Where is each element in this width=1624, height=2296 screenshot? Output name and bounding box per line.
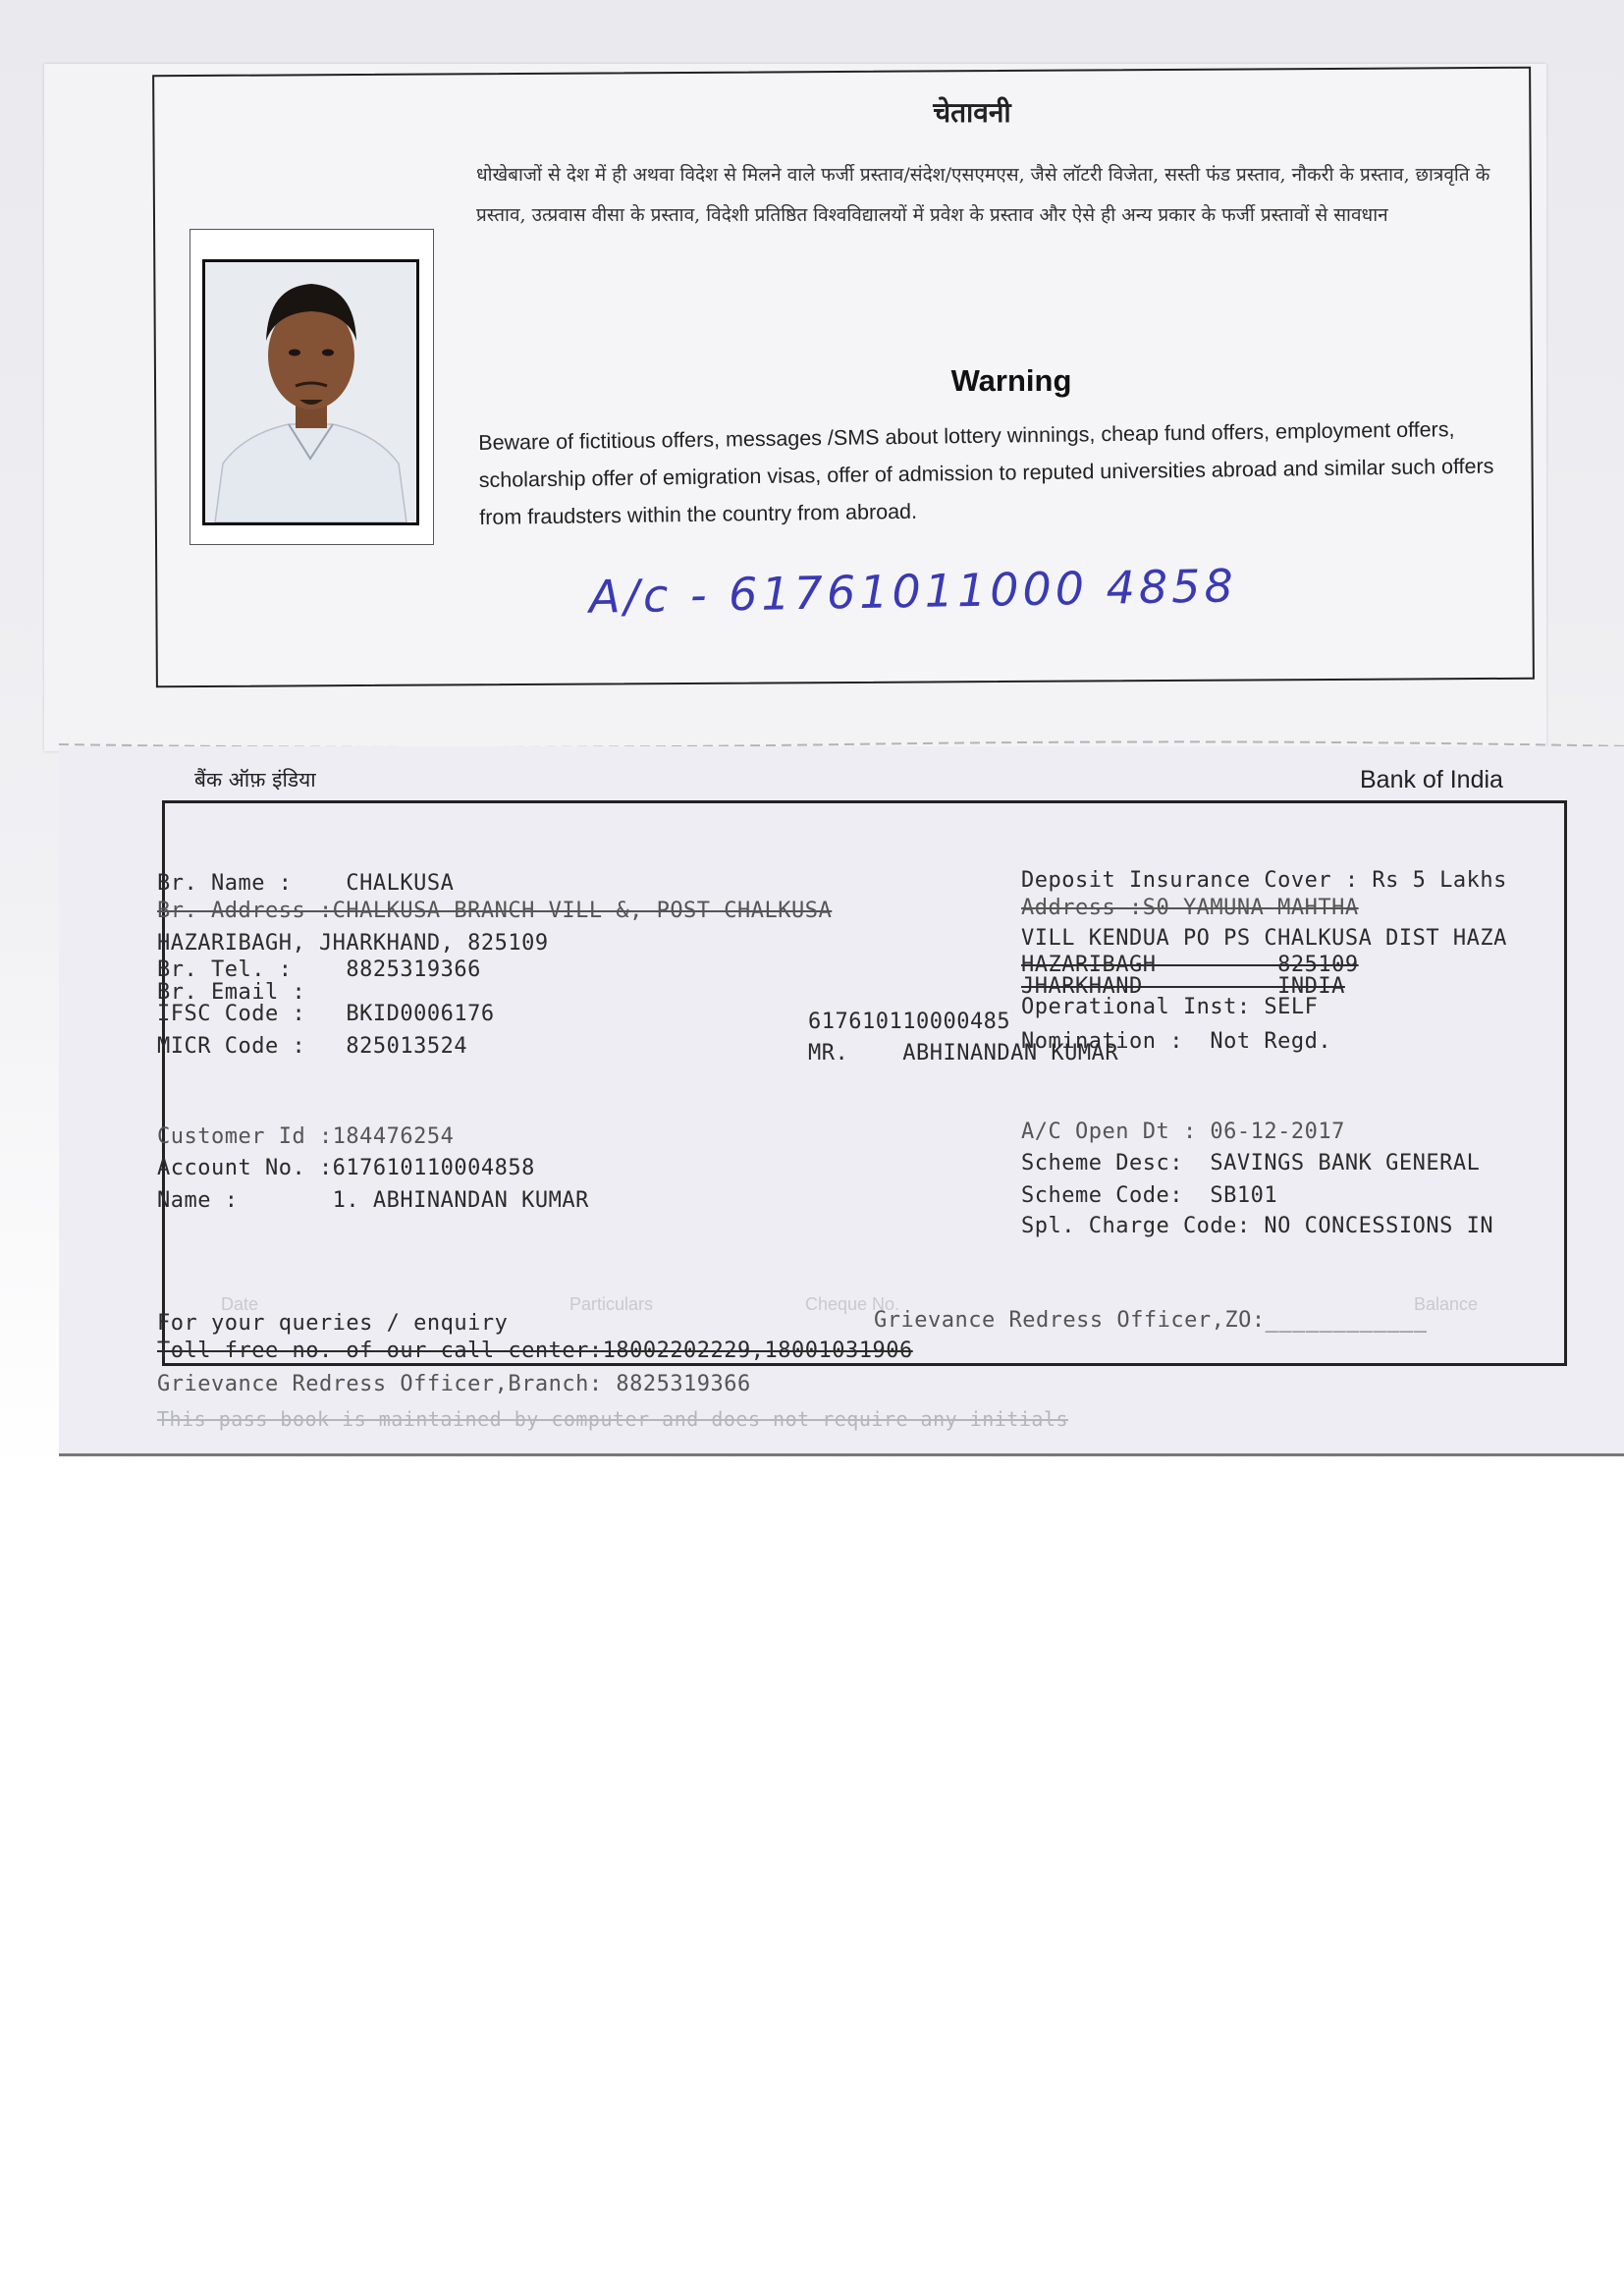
- customer-district-line: HAZARIBAGH 825109: [1021, 953, 1359, 977]
- special-charge-code-line: Spl. Charge Code: NO CONCESSIONS IN: [1021, 1214, 1494, 1238]
- branch-email-line: Br. Email :: [157, 980, 306, 1005]
- faint-footer-line: This pass book is maintained by computer and does not require any initials: [157, 1407, 1069, 1431]
- hindi-warning-title: चेतावनी: [933, 96, 1011, 129]
- handwritten-account-number: A/c - 61761011000 4858: [588, 559, 1238, 624]
- ghost-header-balance: Balance: [1414, 1294, 1479, 1314]
- operational-inst-line: Operational Inst: SELF: [1021, 995, 1319, 1019]
- customer-state-line: JHARKHAND INDIA: [1021, 974, 1345, 999]
- queries-label: For your queries / enquiry: [157, 1311, 509, 1336]
- ghost-header-particulars: Particulars: [569, 1294, 654, 1314]
- passport-photo-frame: [189, 229, 434, 545]
- account-open-date-line: A/C Open Dt : 06-12-2017: [1021, 1120, 1345, 1144]
- printed-account-number: 617610110000485: [808, 1010, 1011, 1034]
- warning-text: Beware of fictitious offers, messages /SMS about lottery winnings, cheap fund offers, employment offers, scholarship offer of emigration visas, offer of admission to reputed universities abroad and similar such offers from fraudsters within the country from abroad.: [478, 417, 1494, 529]
- bank-name-english: Bank of India: [1360, 766, 1503, 793]
- account-number-line: Account No. :617610110004858: [157, 1156, 535, 1180]
- holder-name-line: Name : 1. ABHINANDAN KUMAR: [157, 1188, 589, 1213]
- customer-address-line: Address :S0 YAMUNA MAHTHA: [1021, 896, 1359, 920]
- ghost-header-cheque: Cheque No.: [805, 1294, 900, 1314]
- grievance-branch-line: Grievance Redress Officer,Branch: 8825319366: [157, 1372, 751, 1396]
- account-holder-name: MR. ABHINANDAN KUMAR: [808, 1041, 1119, 1066]
- customer-id-line: Customer Id :184476254: [157, 1124, 455, 1149]
- person-photo-icon: [205, 262, 416, 522]
- nomination-line: Nomination : Not Regd.: [1021, 1029, 1332, 1054]
- warning-title: Warning: [950, 363, 1072, 398]
- scheme-code-line: Scheme Code: SB101: [1021, 1183, 1278, 1208]
- branch-city-line: HAZARIBAGH, JHARKHAND, 825109: [157, 931, 549, 956]
- toll-free-line: Toll free no. of our call center:18002202229,18001031906: [157, 1339, 913, 1363]
- ghost-header-date: Date: [221, 1294, 259, 1314]
- bank-name-hindi: बैंक ऑफ़ इंडिया: [194, 768, 316, 792]
- branch-phone-line: Br. Tel. : 8825319366: [157, 957, 481, 982]
- branch-address-line: Br. Address :CHALKUSA BRANCH VILL &, POST CHALKUSA: [157, 899, 833, 923]
- passport-photo: [202, 259, 419, 525]
- deposit-insurance-line: Deposit Insurance Cover : Rs 5 Lakhs: [1021, 868, 1507, 893]
- customer-village-line: VILL KENDUA PO PS CHALKUSA DIST HAZA: [1021, 926, 1507, 951]
- hindi-warning-text: धोखेबाजों से देश में ही अथवा विदेश से मिलने वाले फर्जी प्रस्ताव/संदेश/एसएमएस, जैसे लॉटरी विजेता, सस्ती फंड प्रस्ताव, नौकरी के प्रस्ताव, छात्रवृति के प्रस्ताव, उत्प्रवास वीसा के प्रस्ताव, विदेशी प्रतिष्ठित विश्वविद्यालयों में प्रवेश के प्रस्ताव और ऐसे ही अन्य प्रकार के फर्जी प्रस्तावों से सावधान: [476, 164, 1490, 226]
- branch-name-line: Br. Name : CHALKUSA: [157, 871, 455, 896]
- micr-code-line: MICR Code : 825013524: [157, 1034, 468, 1059]
- grievance-officer-zo: Grievance Redress Officer,ZO:____________: [874, 1308, 1428, 1333]
- scheme-desc-line: Scheme Desc: SAVINGS BANK GENERAL: [1021, 1151, 1481, 1175]
- ifsc-code-line: IFSC Code : BKID0006176: [157, 1002, 495, 1026]
